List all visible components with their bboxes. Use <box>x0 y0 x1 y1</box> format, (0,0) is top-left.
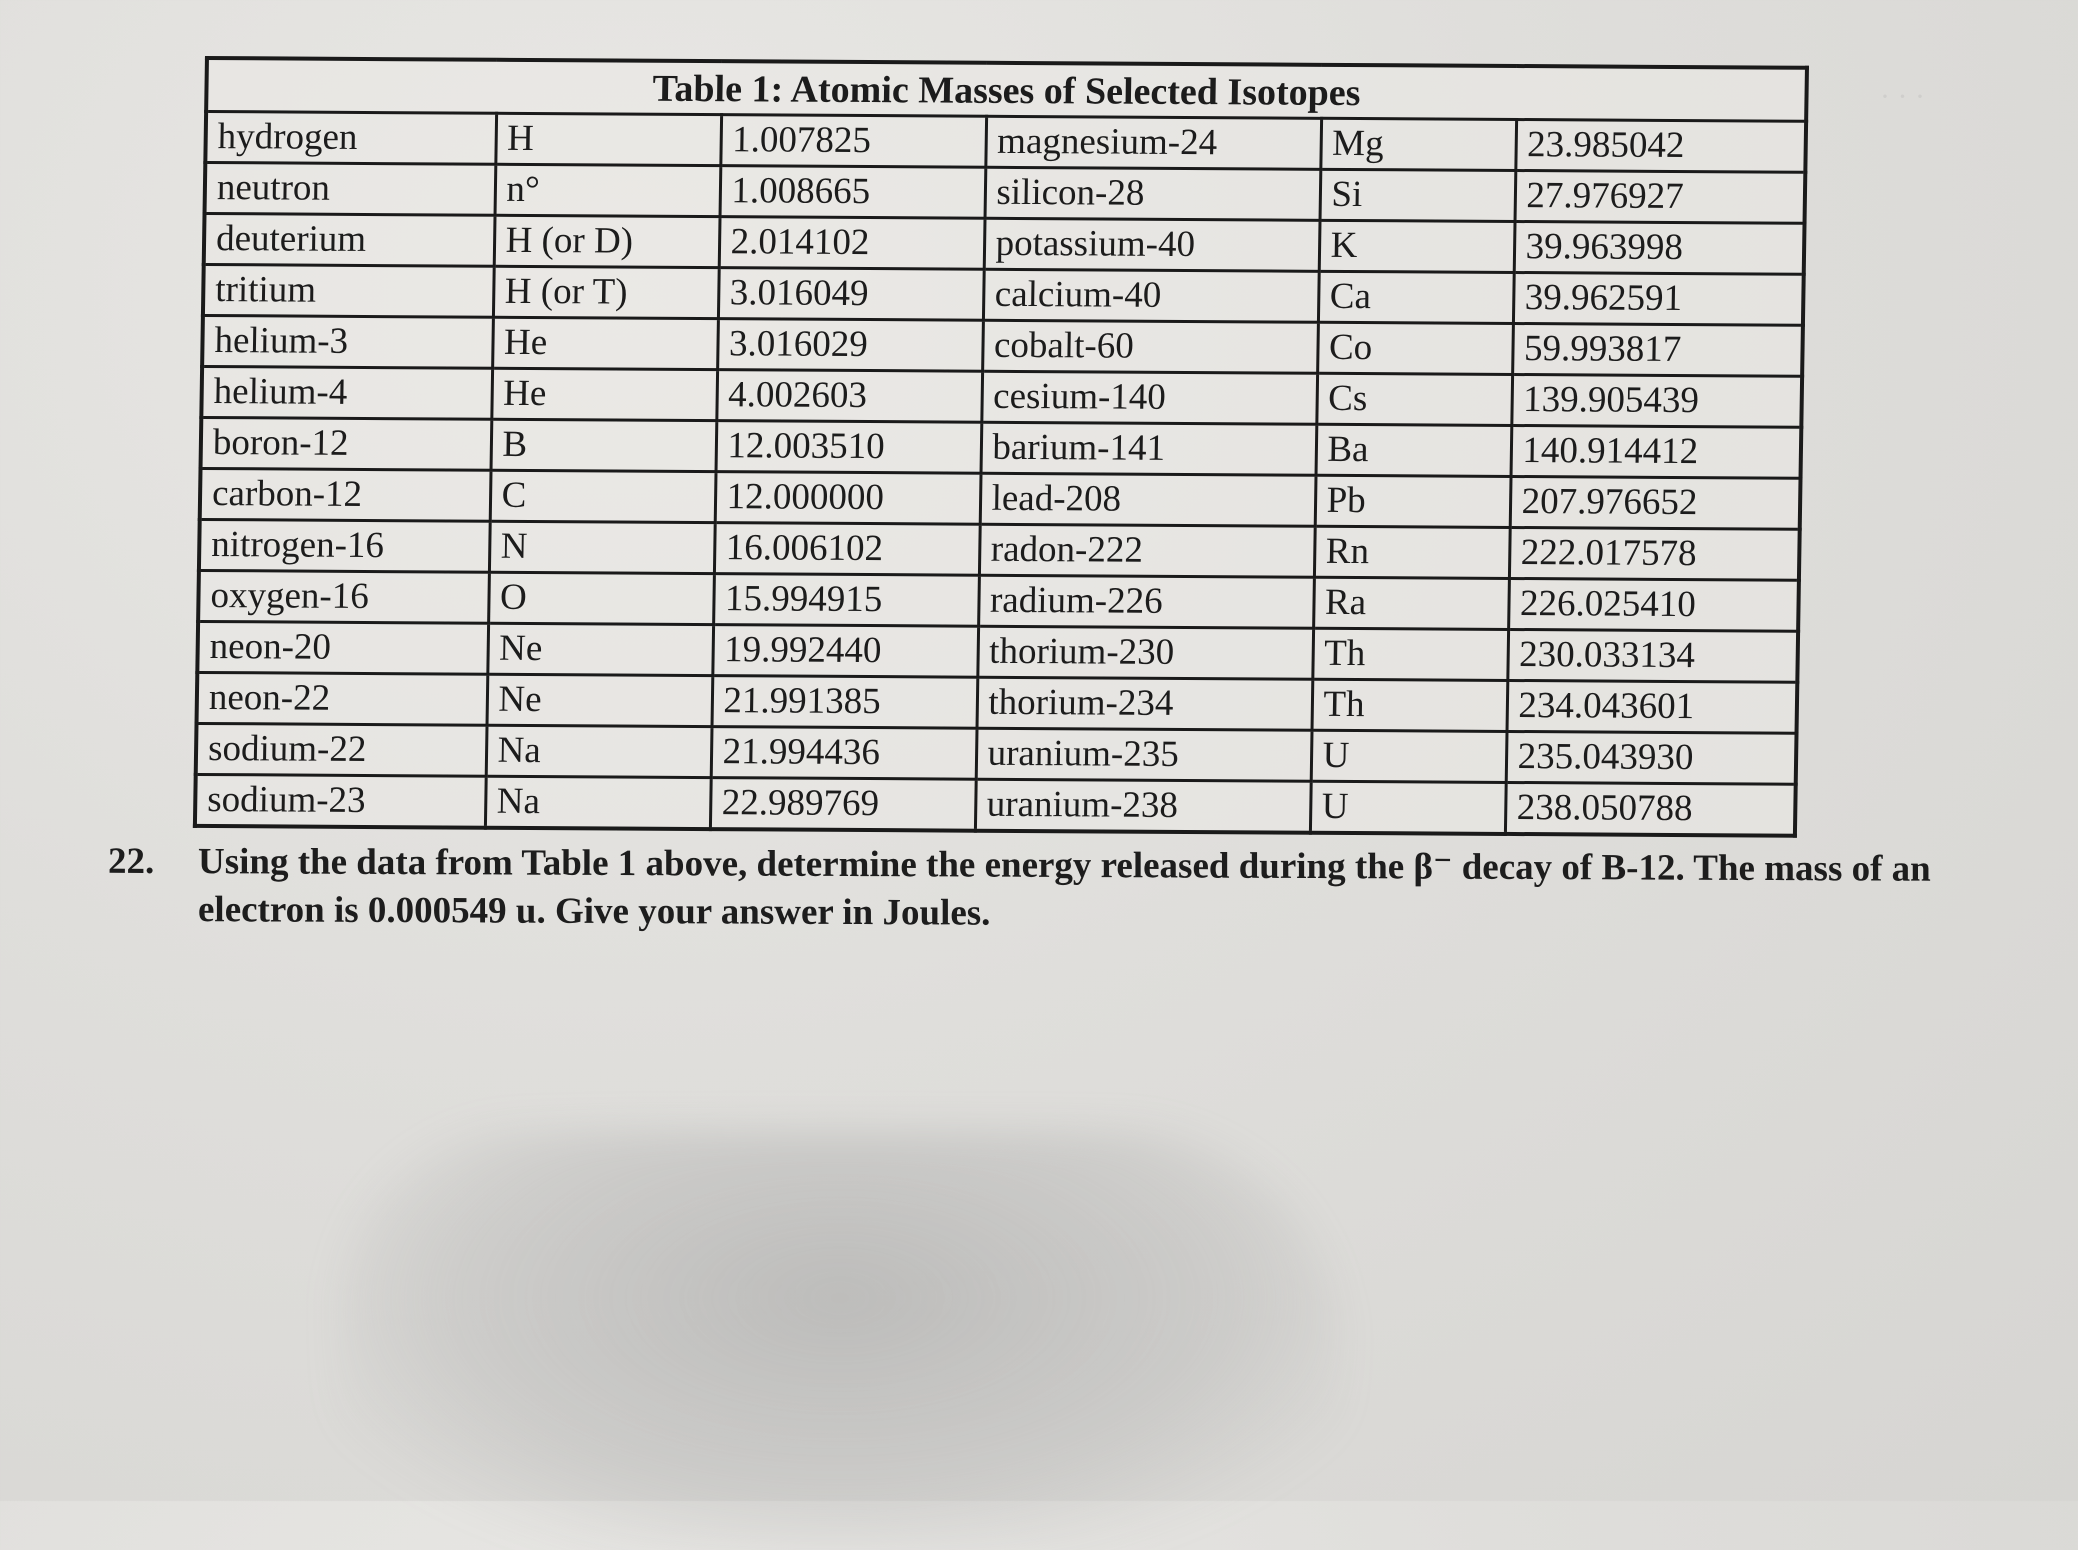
table-cell-isotope-name: neon-22 <box>197 672 488 725</box>
table-cell-isotope-name: lead-208 <box>980 473 1316 526</box>
table-cell-mass: 139.905439 <box>1511 374 1802 427</box>
table-cell-mass: 3.016049 <box>718 268 984 321</box>
table-cell-isotope-name: cobalt-60 <box>982 320 1318 373</box>
question-text: Using the data from Table 1 above, determine the energy released during the β⁻ decay of B-12. The mass of an electron is 0.000549 u. Give your answer in Joules. <box>198 841 1931 934</box>
table-cell-mass: 235.043930 <box>1506 731 1797 784</box>
table-cell-mass: 39.962591 <box>1513 272 1804 325</box>
table-cell-symbol: Si <box>1320 169 1516 221</box>
table-cell-mass: 22.989769 <box>710 778 976 831</box>
table-cell-symbol: Na <box>486 725 712 777</box>
table-cell-mass: 12.000000 <box>715 472 981 525</box>
table-cell-mass: 230.033134 <box>1507 629 1798 682</box>
table-cell-symbol: Ba <box>1316 424 1512 476</box>
table-row <box>195 774 1796 835</box>
table-cell-mass: 140.914412 <box>1511 425 1802 478</box>
table-cell-symbol: Ra <box>1313 577 1509 629</box>
table-cell-symbol: Rn <box>1314 526 1510 578</box>
table-cell-symbol: Ne <box>487 623 713 675</box>
table-cell-symbol: U <box>1310 781 1506 834</box>
table-cell-mass: 222.017578 <box>1509 527 1800 580</box>
table-cell-mass: 226.025410 <box>1508 578 1799 631</box>
table-cell-symbol: N <box>489 521 715 573</box>
table-cell-symbol: Ca <box>1318 271 1514 323</box>
table-cell-isotope-name: nitrogen-16 <box>199 519 490 572</box>
table-cell-symbol: He <box>492 317 718 369</box>
table-cell-mass: 12.003510 <box>716 421 982 474</box>
isotope-table-container <box>193 56 1805 838</box>
table-cell-symbol: Mg <box>1320 118 1516 170</box>
table-cell-isotope-name: helium-3 <box>202 315 493 368</box>
table-cell-mass: 21.991385 <box>712 676 978 729</box>
table-cell-mass: 23.985042 <box>1515 120 1806 173</box>
table-cell-isotope-name: helium-4 <box>201 366 492 419</box>
table-cell-isotope-name: barium-141 <box>981 422 1317 475</box>
table-cell-symbol: Th <box>1312 679 1508 731</box>
table-cell-mass: 39.963998 <box>1514 221 1805 274</box>
table-cell-symbol: Co <box>1317 322 1513 374</box>
table-cell-symbol: Na <box>485 776 711 829</box>
table-cell-isotope-name: uranium-235 <box>976 728 1312 781</box>
table-cell-symbol: H (or T) <box>493 266 719 318</box>
table-cell-symbol: H (or D) <box>494 215 720 267</box>
table-cell-mass: 3.016029 <box>717 319 983 372</box>
table-cell-symbol: B <box>491 419 717 471</box>
table-cell-isotope-name: cesium-140 <box>981 371 1317 424</box>
table-cell-symbol: K <box>1319 220 1515 272</box>
table-cell-isotope-name: tritium <box>203 264 494 317</box>
table-cell-mass: 15.994915 <box>713 574 979 627</box>
table-cell-isotope-name: thorium-234 <box>977 677 1313 730</box>
table-cell-mass: 238.050788 <box>1505 782 1796 835</box>
table-cell-isotope-name: deuterium <box>204 213 495 266</box>
table-cell-symbol: U <box>1311 730 1507 782</box>
table-cell-isotope-name: hydrogen <box>205 112 496 165</box>
table-cell-mass: 207.976652 <box>1510 476 1801 529</box>
table-cell-symbol: Ne <box>487 674 713 726</box>
table-cell-isotope-name: magnesium-24 <box>985 116 1321 169</box>
table-cell-mass: 27.976927 <box>1515 171 1806 224</box>
table-cell-symbol: n° <box>495 164 721 216</box>
table-cell-isotope-name: boron-12 <box>201 417 492 470</box>
table-cell-mass: 16.006102 <box>714 523 980 576</box>
table-cell-symbol: Pb <box>1315 475 1511 527</box>
table-cell-symbol: Cs <box>1316 373 1512 425</box>
atomic-masses-table <box>193 56 1809 838</box>
table-cell-isotope-name: uranium-238 <box>975 779 1311 833</box>
table-cell-isotope-name: oxygen-16 <box>198 570 489 623</box>
table-cell-mass: 19.992440 <box>712 625 978 678</box>
shadow-overlay <box>340 1130 1340 1550</box>
bleed-through-text: · · · <box>1880 80 1925 113</box>
table-cell-isotope-name: sodium-22 <box>196 723 487 776</box>
table-cell-mass: 21.994436 <box>711 727 977 780</box>
table-cell-mass: 4.002603 <box>716 370 982 423</box>
table-cell-isotope-name: radon-222 <box>979 524 1315 577</box>
table-body <box>195 112 1806 836</box>
table-cell-isotope-name: neutron <box>205 163 496 216</box>
table-cell-isotope-name: radium-226 <box>978 575 1314 628</box>
table-cell-isotope-name: thorium-230 <box>977 626 1313 679</box>
table-cell-isotope-name: sodium-23 <box>195 774 486 827</box>
table-caption-row <box>206 58 1807 121</box>
table-cell-symbol: He <box>491 368 717 420</box>
table-cell-symbol: H <box>495 113 721 165</box>
table-cell-symbol: Th <box>1312 628 1508 680</box>
question-22 <box>108 838 2038 942</box>
table-cell-isotope-name: neon-20 <box>197 621 488 674</box>
table-cell-symbol: C <box>490 470 716 522</box>
table-cell-mass: 59.993817 <box>1512 323 1803 376</box>
table-cell-isotope-name: silicon-28 <box>985 167 1321 220</box>
question-number: 22. <box>108 840 155 882</box>
table-cell-mass: 1.008665 <box>720 166 986 219</box>
table-cell-symbol: O <box>488 572 714 624</box>
table-cell-isotope-name: potassium-40 <box>984 218 1320 271</box>
table-caption: Table 1: Atomic Masses of Selected Isotopes <box>206 58 1807 121</box>
table-cell-mass: 2.014102 <box>719 217 985 270</box>
table-cell-mass: 1.007825 <box>720 115 986 168</box>
table-cell-mass: 234.043601 <box>1507 680 1798 733</box>
table-cell-isotope-name: carbon-12 <box>200 468 491 521</box>
table-cell-isotope-name: calcium-40 <box>983 269 1319 322</box>
